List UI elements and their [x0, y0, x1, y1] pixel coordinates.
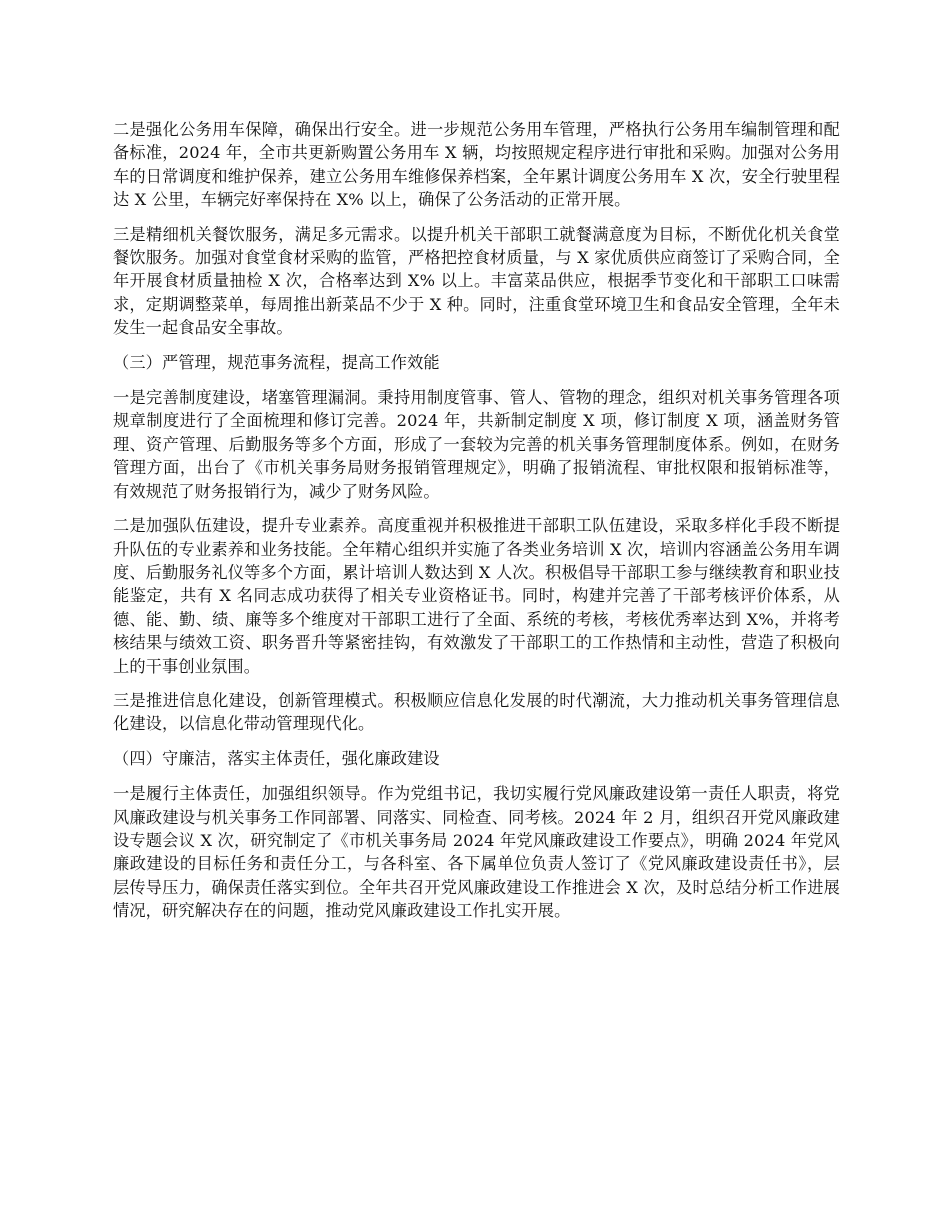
- section-heading-3: （三）严管理，规范事务流程，提高工作效能: [113, 352, 440, 372]
- section-heading-4: （四）守廉洁，落实主体责任，强化廉政建设: [113, 748, 440, 768]
- paragraph-informatization: 三是推进信息化建设，创新管理模式。积极顺应信息化发展的时代潮流，大力推动机关事务管理信息化建设，以信息化带动管理现代化。: [113, 690, 840, 734]
- paragraph-main-responsibility: 一是履行主体责任，加强组织领导。作为党组书记，我切实履行党风廉政建设第一责任人职责，将党风廉政建设与机关事务工作同部署、同落实、同检查、同考核。2024 年 2 月，组织召开党风廉政建设专题会议 X 次，研究制定了《市机关事务局 2024 年党风廉政建设工作要点》，明确 2024 年党风廉政建设的目标任务和责任分工，与各科室、各下属单位负责人签订了《党风廉政建设责任书》，层层传导压力，确保责任落实到位。全年共召开党风廉政建设工作推进会 X 次，及时总结分析工作进展情况，研究解决存在的问题，推动党风廉政建设工作扎实开展。: [113, 784, 840, 921]
- paragraph-vehicle-support: 二是强化公务用车保障，确保出行安全。进一步规范公务用车管理，严格执行公务用车编制管理和配备标准，2024 年，全市共更新购置公务用车 X 辆，均按照规定程序进行审批和采购。加强对公务用车的日常调度和维护保养，建立公务用车维修保养档案，全年累计调度公务用车 X 次，安全行驶里程达 X 公里，车辆完好率保持在 X% 以上，确保了公务活动的正常开展。: [113, 120, 840, 210]
- document-body: [113, 118, 840, 934]
- paragraph-catering-service: 三是精细机关餐饮服务，满足多元需求。以提升机关干部职工就餐满意度为目标，不断优化机关食堂餐饮服务。加强对食堂食材采购的监管，严格把控食材质量，与 X 家优质供应商签订了采购合同，全年开展食材质量抽检 X 次，合格率达到 X% 以上。丰富菜品供应，根据季节变化和干部职工口味需求，定期调整菜单，每周推出新菜品不少于 X 种。同时，注重食堂环境卫生和食品安全管理，全年未发生一起食品安全事故。: [113, 224, 840, 338]
- paragraph-team-building: 二是加强队伍建设，提升专业素养。高度重视并积极推进干部职工队伍建设，采取多样化手段不断提升队伍的专业素养和业务技能。全年精心组织并实施了各类业务培训 X 次，培训内容涵盖公务用车调度、后勤服务礼仪等多个方面，累计培训人数达到 X 人次。积极倡导干部职工参与继续教育和职业技能鉴定，共有 X 名同志成功获得了相关专业资格证书。同时，构建并完善了干部考核评价体系，从德、能、勤、绩、廉等多个维度对干部职工进行了全面、系统的考核，考核优秀率达到 X%，并将考核结果与绩效工资、职务晋升等紧密挂钩，有效激发了干部职工的工作热情和主动性，营造了积极向上的干事创业氛围。: [113, 516, 840, 676]
- paragraph-system-building: 一是完善制度建设，堵塞管理漏洞。秉持用制度管事、管人、管物的理念，组织对机关事务管理各项规章制度进行了全面梳理和修订完善。2024 年，共新制定制度 X 项，修订制度 X 项，涵盖财务管理、资产管理、后勤服务等多个方面，形成了一套较为完善的机关事务管理制度体系。例如，在财务管理方面，出台了《市机关事务局财务报销管理规定》，明确了报销流程、审批权限和报销标准等，有效规范了财务报销行为，减少了财务风险。: [113, 388, 840, 501]
